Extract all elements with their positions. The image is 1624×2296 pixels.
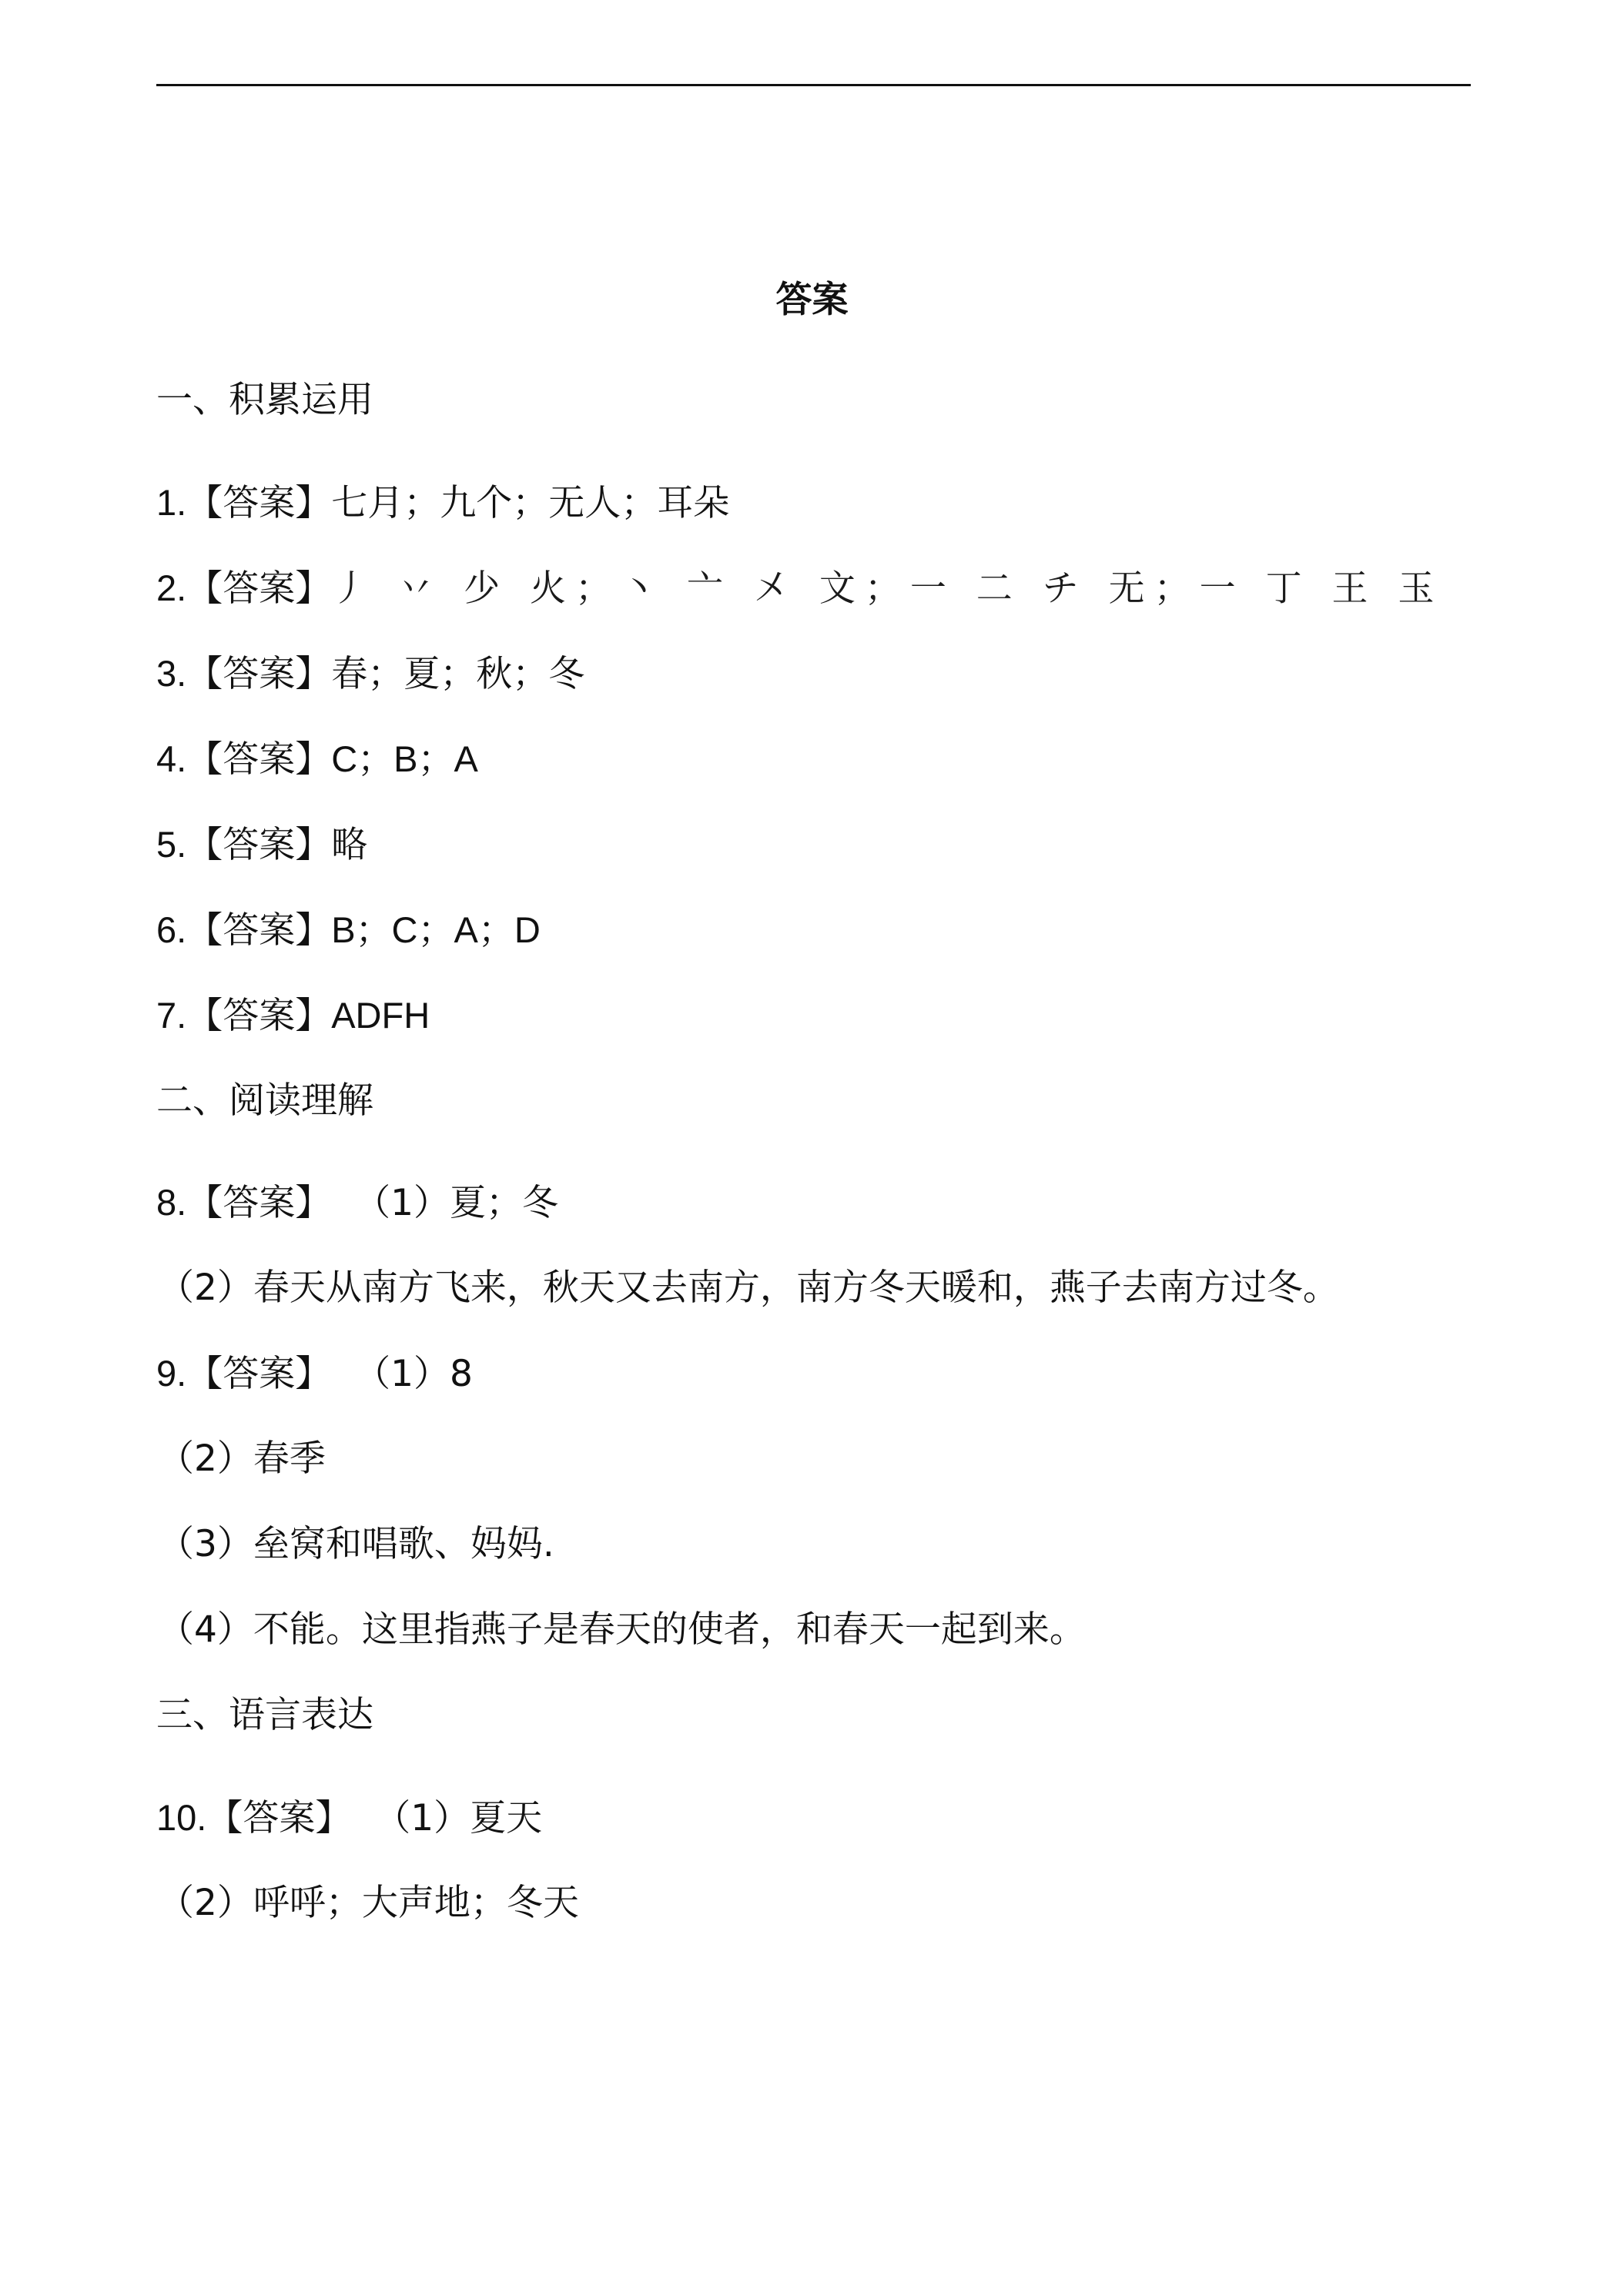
answer-item-10 (156, 1791, 542, 1846)
item-number: 8. (156, 1182, 187, 1223)
answer-item-9-sub-2: （2）春季 (158, 1438, 326, 1480)
answer-tag: 【答案】 (206, 1797, 352, 1839)
answer-tag: 【答案】 (186, 909, 332, 952)
answer-item-7 (156, 989, 430, 1043)
item-number: 5. (156, 824, 187, 865)
item-number: 7. (156, 995, 187, 1036)
answer-item-6 (156, 903, 541, 958)
section-heading-1: 一、积累运用 (156, 379, 373, 421)
answer-item-8-sub-2: （2）春天从南方飞来，秋天又去南方，南方冬天暖和，燕子去南方过冬。 (158, 1267, 1339, 1309)
item-number: 3. (156, 653, 187, 694)
answer-text: ADFH (331, 995, 430, 1036)
answer-item-8 (156, 1176, 558, 1230)
answer-item-9 (156, 1347, 473, 1401)
item-number: 1. (156, 482, 187, 523)
answer-tag: 【答案】 (186, 1182, 332, 1224)
answer-tag: 【答案】 (186, 1353, 332, 1395)
answer-item-9-sub-3: （3）垒窝和唱歌、妈妈. (158, 1523, 554, 1565)
answer-tag: 【答案】 (186, 738, 332, 781)
item-number: 10. (156, 1797, 207, 1838)
answer-text: （1）夏天 (374, 1797, 543, 1839)
answer-text: C；B；A (331, 738, 478, 779)
answer-text: B；C；A；D (331, 909, 541, 950)
item-number: 9. (156, 1353, 187, 1394)
answer-text: （1）夏；冬 (354, 1182, 558, 1224)
answer-text: 七月；九个；无人；耳朵 (331, 482, 730, 524)
answer-tag: 【答案】 (186, 995, 332, 1037)
item-number: 2. (156, 567, 187, 608)
item-number: 6. (156, 909, 187, 950)
answer-text: （1）8 (354, 1353, 473, 1395)
section-heading-2: 二、阅读理解 (156, 1079, 373, 1122)
page-title: 答案 (775, 279, 849, 321)
answer-item-4 (156, 732, 478, 787)
answer-item-9-sub-4: （4）不能。这里指燕子是春天的使者，和春天一起到来。 (158, 1608, 1086, 1651)
answer-tag: 【答案】 (186, 824, 332, 866)
answer-text: 丿 丷 少 火；丶 亠 㐅 文；一 二 チ 无；一 丁 王 玉 (331, 567, 1444, 610)
header-rule (156, 84, 1471, 86)
section-heading-3: 三、语言表达 (156, 1694, 373, 1736)
answer-text: 略 (331, 824, 368, 866)
item-number: 4. (156, 738, 187, 779)
answer-item-5 (156, 818, 367, 872)
answer-tag: 【答案】 (186, 653, 332, 695)
answer-tag: 【答案】 (186, 567, 332, 610)
answer-item-10-sub-2: （2）呼呼；大声地；冬天 (158, 1882, 579, 1924)
answer-item-1 (156, 476, 729, 530)
answer-text: 春；夏；秋；冬 (331, 653, 585, 695)
answer-tag: 【答案】 (186, 482, 332, 524)
answer-item-2 (156, 561, 1443, 616)
answer-item-3 (156, 647, 584, 701)
